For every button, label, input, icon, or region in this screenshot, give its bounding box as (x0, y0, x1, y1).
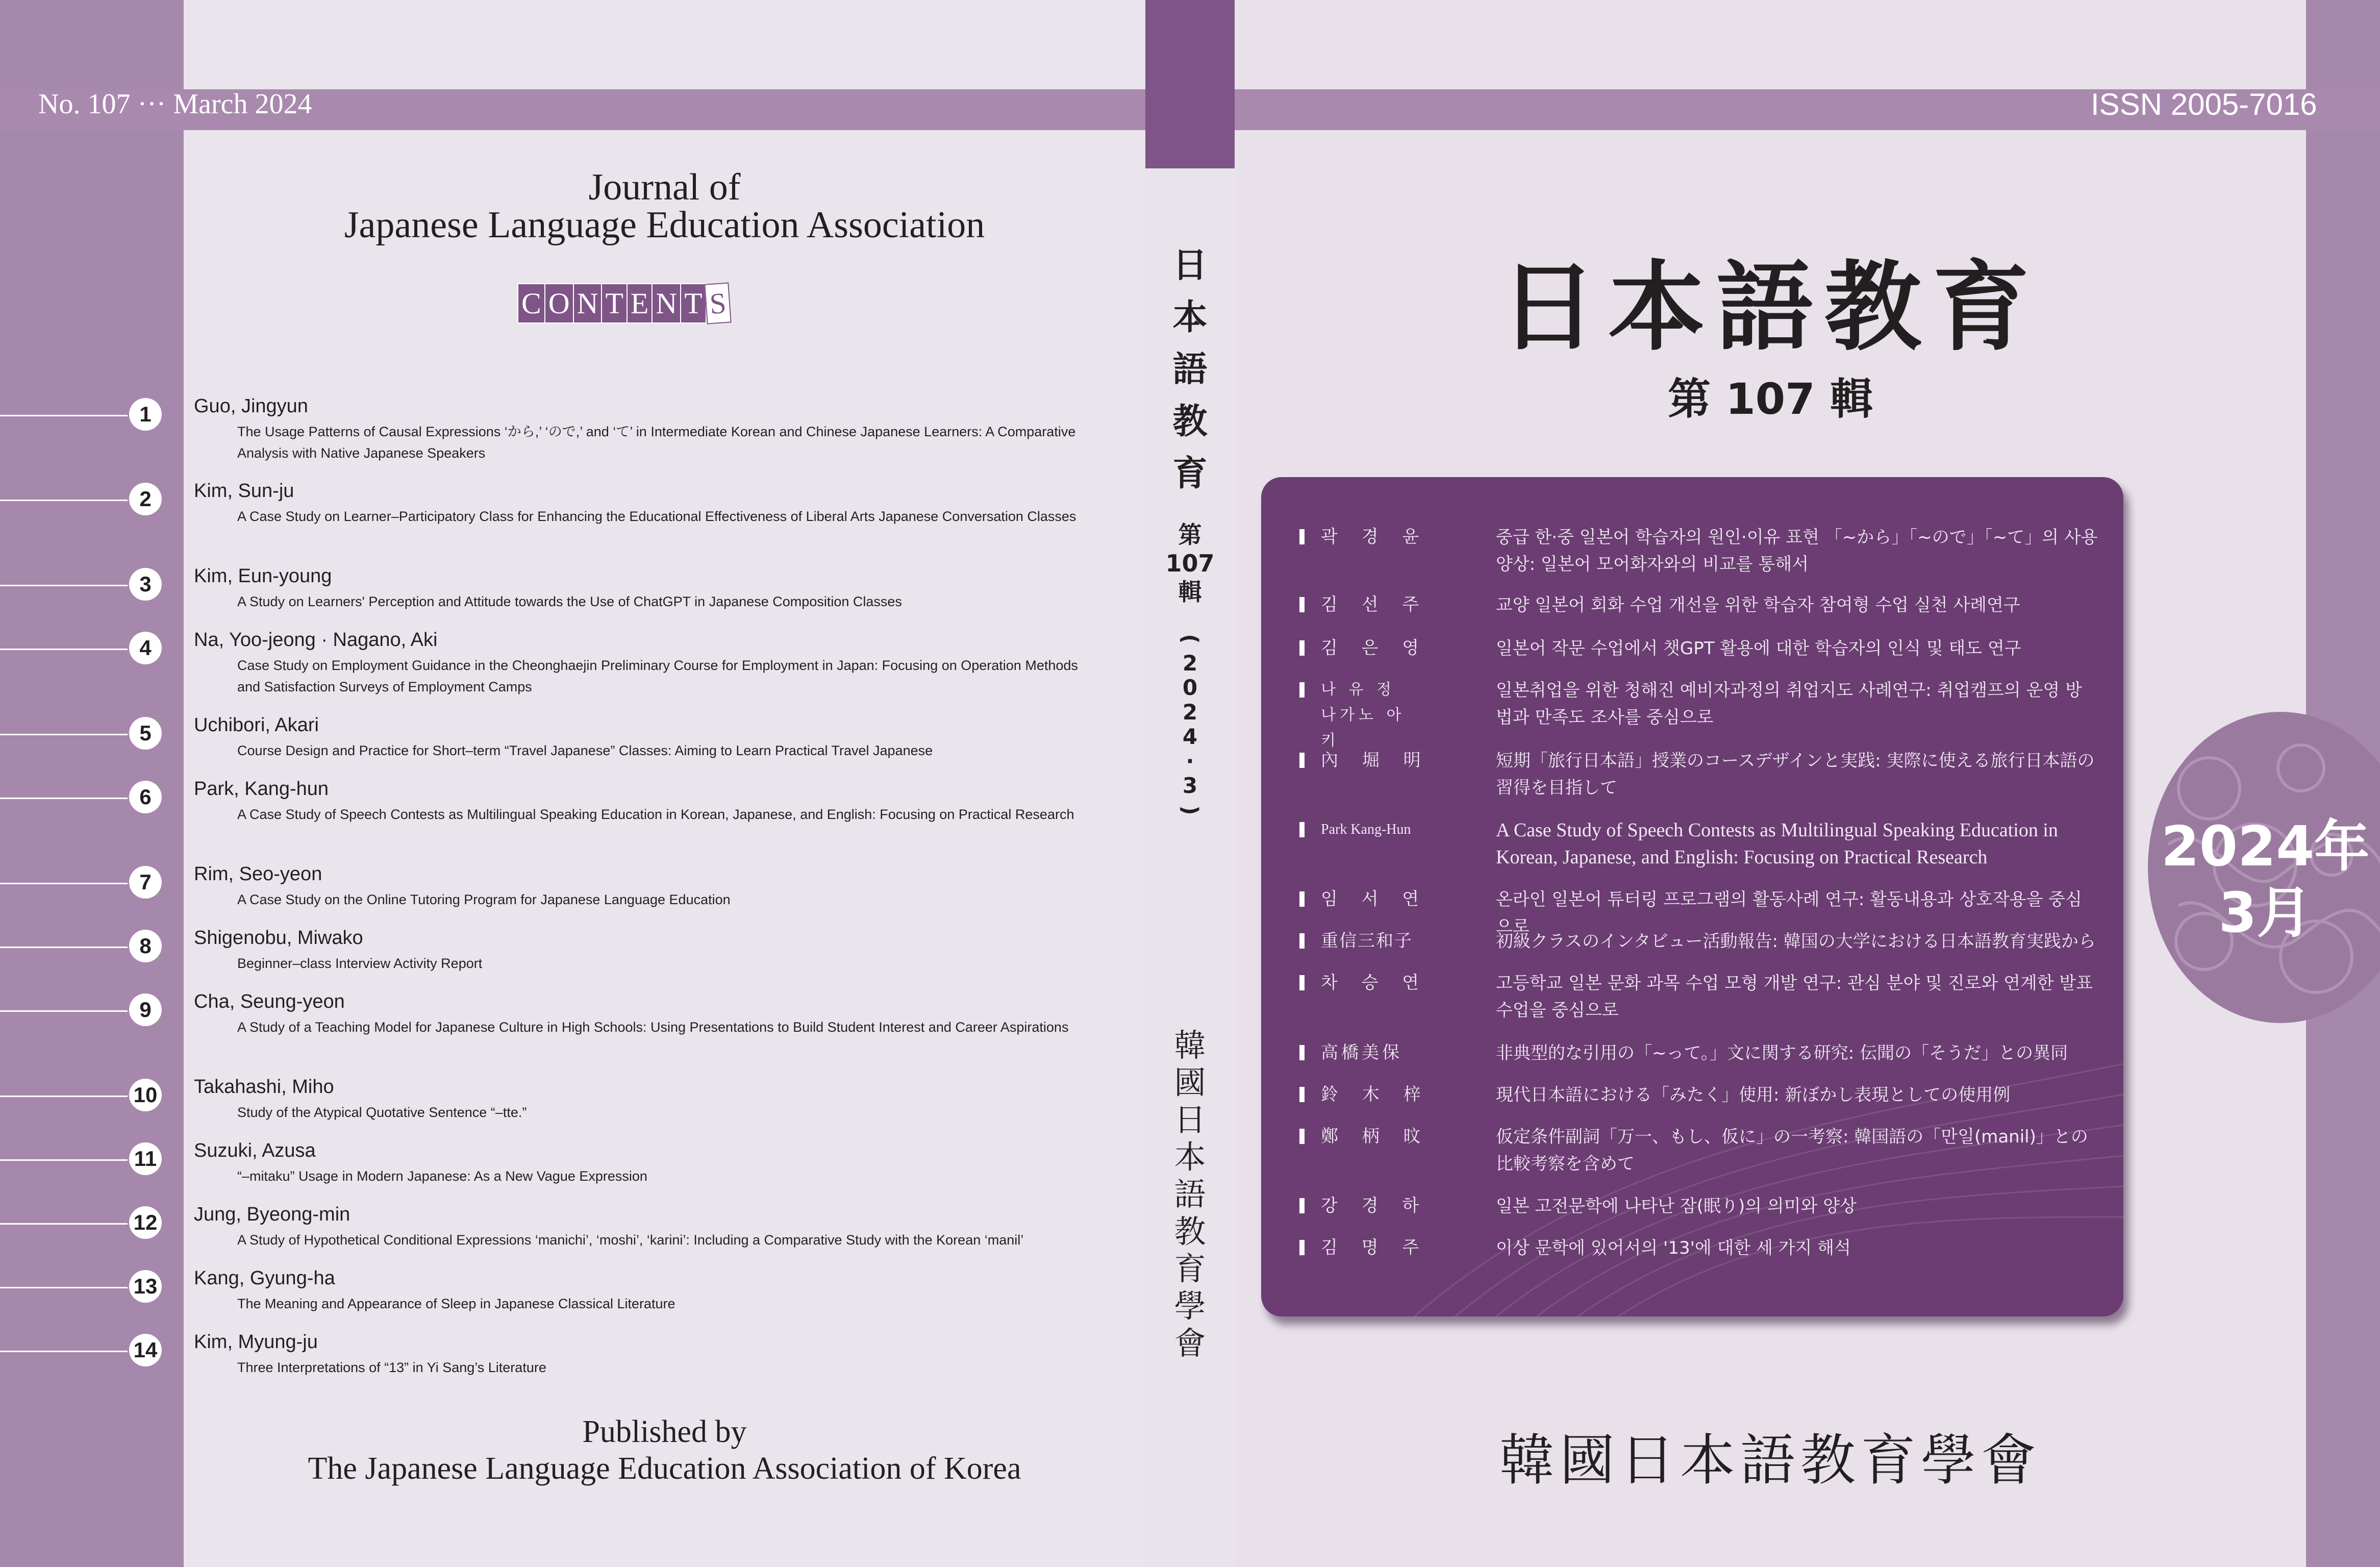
toc-author: Park Kang-Hun (1321, 822, 1411, 837)
entry-author: Takahashi, Miho (194, 1076, 334, 1098)
spine-text (1145, 240, 1235, 1362)
toc-title: 교양 일본어 회화 수업 개선을 위한 학습자 참여형 수업 실천 사례연구 (1496, 595, 2020, 615)
toc-author: 內 堀 明 (1321, 750, 1430, 770)
entry-author: Jung, Byeong-min (194, 1204, 350, 1225)
issue-date (2158, 814, 2372, 947)
toc-author: 나 유 정 나가노 아키 (1321, 681, 1406, 750)
toc-author: 곽 경 윤 (1321, 527, 1429, 547)
spine-year-char: 2 (1182, 651, 1198, 676)
entry-number-badge: 8 (129, 930, 162, 962)
entry-number-badge: 12 (129, 1206, 162, 1239)
entry-author: Uchibori, Akari (194, 714, 319, 736)
entry-title: “–mitaku” Usage in Modern Japanese: As a New Vague Expression (237, 1168, 647, 1184)
entry-number-badge: 13 (129, 1270, 162, 1303)
contents-entry (0, 1267, 1145, 1339)
contents-entry (0, 863, 1145, 935)
published-by-line2: The Japanese Language Education Association of Korea (308, 1451, 1021, 1486)
entry-number-badge: 2 (129, 483, 162, 515)
spine-year-char: ( (1178, 634, 1203, 644)
spine-publisher-char: 育 (1174, 1250, 1206, 1287)
front-cover-publisher: 韓國日本語教育學會 (1499, 1429, 2041, 1493)
spine-publisher-char: 日 (1174, 1101, 1206, 1138)
spine-title-char: 語 (1172, 350, 1208, 390)
contents-entry (0, 395, 1145, 467)
toc-bullet (1299, 975, 1305, 990)
spine-publisher-char: 教 (1174, 1213, 1206, 1250)
toc-bullet (1299, 529, 1305, 544)
entry-title: A Study of Hypothetical Conditional Expressions ‘manichi’, ‘moshi’, ‘karini’: Including a Comparative Study with the Korean ‘manil’ (237, 1232, 1024, 1248)
spine-year-char: ) (1178, 805, 1203, 815)
entry-number-badge: 3 (129, 568, 162, 601)
issn-label: ISSN 2005-7016 (2091, 87, 2317, 121)
toc-author: 임 서 연 (1321, 889, 1429, 909)
front-cover-volume: 第 107 輯 (1668, 374, 1873, 424)
spine-volume-char: 第 (1178, 521, 1202, 549)
entry-author: Shigenobu, Miwako (194, 927, 363, 949)
toc-author: 강 경 하 (1321, 1196, 1429, 1216)
entry-title: Case Study on Employment Guidance in the Cheonghaejin Preliminary Course for Employment in Japan: Focusing on Operation Methods and Satisfaction Surveys of Employment Camps (237, 658, 1078, 694)
published-by-line1: Published by (582, 1414, 747, 1449)
contents-entry (0, 991, 1145, 1062)
contents-letter: N (652, 283, 681, 324)
spine-volume-char: 輯 (1178, 578, 1202, 606)
contents-entry (0, 480, 1145, 552)
contents-entry (0, 714, 1145, 786)
entry-title: A Case Study on the Online Tutoring Program for Japanese Language Education (237, 892, 731, 907)
journal-title-line2: Japanese Language Education Association (344, 204, 985, 246)
toc-title: 初級クラスのインタビュー活動報告: 韓国の大学における日本語教育実践から (1496, 931, 2096, 952)
toc-title: 非典型的な引用の「~って。」文に関する研究: 伝聞の「そうだ」との異同 (1496, 1043, 2068, 1063)
entry-title: Three Interpretations of “13” in Yi Sang’s Literature (237, 1360, 546, 1375)
journal-title-line1: Journal of (588, 166, 741, 208)
entry-leader-line (0, 734, 128, 735)
entry-title: A Study on Learners' Perception and Attitude towards the Use of ChatGPT in Japanese Composition Classes (237, 594, 902, 609)
entry-author: Kim, Eun-young (194, 565, 332, 587)
entry-leader-line (0, 415, 128, 416)
toc-author: 鄭 柄 旼 (1321, 1126, 1430, 1147)
issue-date-year: 2024年 (2161, 815, 2370, 879)
contents-entry (0, 565, 1145, 637)
entry-author: Park, Kang-hun (194, 778, 329, 800)
contents-entry (0, 1331, 1145, 1403)
spine-year-char: 3 (1182, 773, 1198, 798)
entry-number-badge: 10 (129, 1079, 162, 1111)
toc-bullet (1299, 1087, 1305, 1102)
spine-publisher-char: 國 (1174, 1064, 1206, 1101)
entry-title: Beginner–class Interview Activity Report (237, 956, 483, 971)
spine-volume-char: 107 (1165, 550, 1215, 577)
contents-entry (0, 1140, 1145, 1211)
front-cover-title: 日本語教育 (1499, 251, 2041, 364)
issue-label: No. 107 ··· March 2024 (38, 88, 312, 120)
entry-leader-line (0, 798, 128, 799)
entry-number-badge: 9 (129, 993, 162, 1026)
entry-author: Na, Yoo-jeong · Nagano, Aki (194, 629, 438, 651)
contents-letter: O (544, 283, 574, 324)
contents-letter: T (601, 283, 627, 324)
toc-title: 仮定条件副詞「万一、もし、仮に」の一考察: 韓国語の「만일(manil)」との比較考察を含めて (1496, 1127, 2088, 1174)
toc-bullet (1299, 1045, 1305, 1060)
entry-number-badge: 1 (129, 398, 162, 431)
spine-year-char: 4 (1182, 724, 1198, 749)
contents-letter: T (680, 283, 706, 324)
spine-publisher-char: 學 (1174, 1287, 1206, 1325)
toc-title: 중급 한·중 일본어 학습자의 원인·이유 표현 「~から」「~ので」「~て」의 사용 양상: 일본어 모어화자와의 비교를 통해서 (1496, 527, 2098, 575)
spine-top-tab-overlay (1145, 0, 1235, 168)
issue-date-month: 3月 (2218, 881, 2312, 945)
spine-publisher-char: 語 (1174, 1176, 1206, 1213)
entry-leader-line (0, 947, 128, 948)
entry-leader-line (0, 649, 128, 650)
front-toc-panel (1261, 477, 2123, 1316)
entry-leader-line (0, 1351, 128, 1352)
toc-title: 現代日本語における「みたく」使用: 新ぼかし表現としての使用例 (1496, 1085, 2011, 1105)
toc-bullet (1299, 682, 1305, 698)
toc-bullet (1299, 640, 1305, 656)
spine-publisher-char: 韓 (1174, 1027, 1206, 1064)
contents-entry (0, 629, 1145, 701)
contents-letter: N (573, 283, 603, 324)
spine-publisher-char: 本 (1174, 1138, 1206, 1176)
contents-entry (0, 778, 1145, 850)
entry-number-badge: 6 (129, 781, 162, 813)
toc-title: 일본 고전문학에 나타난 잠(眠り)의 의미와 양상 (1496, 1196, 1857, 1216)
toc-title: 고등학교 일본 문화 과목 수업 모형 개발 연구: 관심 분야 및 진로와 연계한 발표 수업을 중심으로 (1496, 973, 2093, 1021)
entry-title: Course Design and Practice for Short–term “Travel Japanese” Classes: Aiming to Learn Practical Travel Japanese (237, 743, 933, 758)
toc-author: 重信三和子 (1321, 931, 1413, 951)
contents-letter: E (627, 283, 653, 324)
toc-title: 일본취업을 위한 청해진 예비자과정의 취업지도 사례연구: 취업캠프의 운영 방법과 만족도 조사를 중심으로 (1496, 680, 2082, 728)
toc-title: 온라인 일본어 튜터링 프로그램의 활동사례 연구: 활동내용과 상호작용을 중심으로 (1496, 889, 2082, 937)
toc-bullet (1299, 1240, 1305, 1255)
toc-bullet (1299, 891, 1305, 907)
toc-author: 김 선 주 (1321, 594, 1429, 615)
contents-entry (0, 927, 1145, 999)
spine-year-char: · (1186, 749, 1194, 774)
entry-title: The Usage Patterns of Causal Expressions ‘から,’ ‘ので,’ and ‘て’ in Intermediate Korean and Chinese Japanese Learners: A Comparative Analysis with Native Japanese Speakers (237, 424, 1076, 461)
contents-letter: C (517, 283, 545, 324)
entry-author: Suzuki, Azusa (194, 1140, 316, 1161)
entry-title: A Case Study of Speech Contests as Multilingual Speaking Education in Korean, Japanese, and English: Focusing on Practical Research (237, 807, 1074, 822)
toc-bullet (1299, 1198, 1305, 1213)
toc-bullet (1299, 753, 1305, 768)
entry-leader-line (0, 1096, 128, 1097)
entry-number-badge: 7 (129, 866, 162, 899)
toc-author: 김 명 주 (1321, 1237, 1429, 1258)
entry-author: Kang, Gyung-ha (194, 1267, 335, 1289)
toc-bullet (1299, 822, 1305, 837)
toc-author: 高橋美保 (1321, 1042, 1402, 1063)
spine-title-char: 日 (1172, 245, 1208, 286)
entry-number-badge: 4 (129, 632, 162, 664)
entry-author: Kim, Sun-ju (194, 480, 294, 502)
entry-author: Guo, Jingyun (194, 395, 308, 417)
entry-number-badge: 5 (129, 717, 162, 750)
entry-title: A Case Study on Learner–Participatory Class for Enhancing the Educational Effectiveness of Liberal Arts Japanese Conversation Classes (237, 509, 1076, 524)
toc-title: 일본어 작문 수업에서 챗GPT 활용에 대한 학습자의 인식 및 태도 연구 (1496, 638, 2021, 659)
spine-title-char: 教 (1172, 402, 1208, 442)
toc-title: 短期「旅行日本語」授業のコースデザインと実践: 実際に使える旅行日本語の習得を目指して (1496, 751, 2095, 798)
published-by (184, 1413, 1145, 1487)
spine-title-char: 育 (1172, 454, 1208, 494)
toc-bullet (1299, 933, 1305, 949)
entry-title: A Study of a Teaching Model for Japanese Culture in High Schools: Using Presentations to Build Student Interest and Career Aspirations (237, 1019, 1069, 1035)
toc-author: 김 은 영 (1321, 638, 1429, 658)
entry-leader-line (0, 1287, 128, 1288)
toc-author: 鈴 木 梓 (1321, 1084, 1430, 1105)
contents-letter: S (704, 282, 732, 324)
contents-entry (0, 1204, 1145, 1275)
entry-author: Cha, Seung-yeon (194, 991, 345, 1012)
toc-author: 차 승 연 (1321, 973, 1429, 993)
entry-number-badge: 11 (129, 1142, 162, 1175)
contents-entry (0, 1076, 1145, 1148)
entry-leader-line (0, 1010, 128, 1012)
entry-title: The Meaning and Appearance of Sleep in Japanese Classical Literature (237, 1296, 675, 1311)
entry-leader-line (0, 1159, 128, 1161)
entry-author: Kim, Myung-ju (194, 1331, 318, 1353)
toc-title: 이상 문학에 있어서의 '13'에 대한 세 가지 해석 (1496, 1238, 1851, 1258)
toc-bullet (1299, 1129, 1305, 1144)
journal-title (184, 168, 1145, 244)
toc-bullet (1299, 597, 1305, 612)
entry-title: Study of the Atypical Quotative Sentence “–tte.” (237, 1105, 527, 1120)
spine-publisher-char: 會 (1174, 1325, 1206, 1362)
spine-year-char: 2 (1182, 700, 1198, 725)
entry-author: Rim, Seo-yeon (194, 863, 322, 885)
entry-leader-line (0, 883, 128, 884)
spine-year-char: 0 (1182, 675, 1198, 700)
toc-title: A Case Study of Speech Contests as Multilingual Speaking Education in Korean, Japanese, and English: Focusing on Practical Research (1496, 819, 2058, 868)
spine-title-char: 本 (1172, 297, 1208, 338)
contents-heading (518, 283, 730, 324)
entry-leader-line (0, 500, 128, 501)
entry-number-badge: 14 (129, 1334, 162, 1366)
entry-leader-line (0, 1223, 128, 1225)
entry-leader-line (0, 585, 128, 586)
